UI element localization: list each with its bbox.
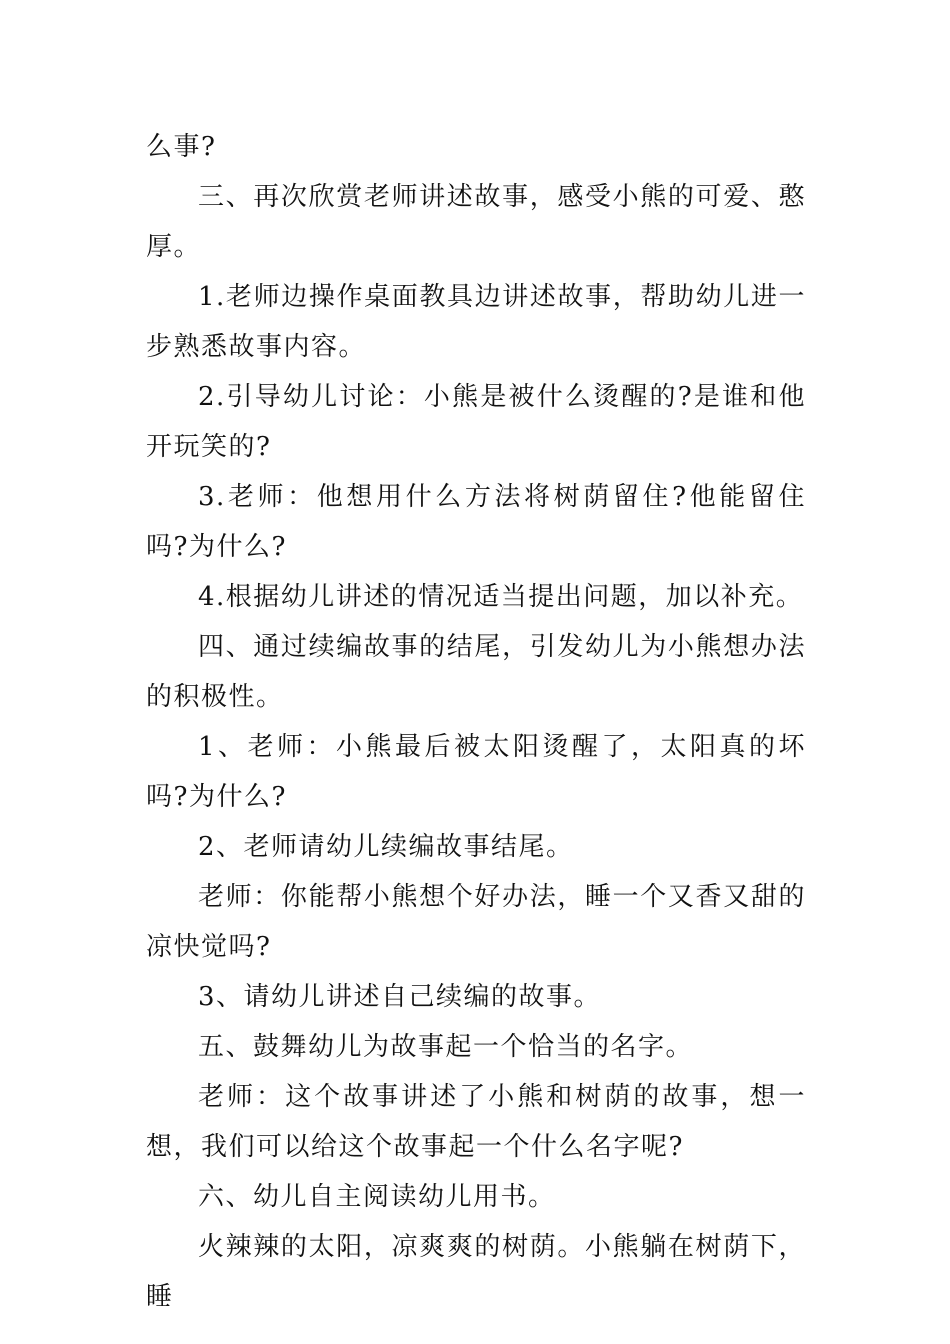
paragraph: 1.老师边操作桌面教具边讲述故事，帮助幼儿进一步熟悉故事内容。	[146, 282, 806, 362]
paragraph: 1、老师：小熊最后被太阳烫醒了，太阳真的坏吗?为什么?	[146, 732, 806, 812]
paragraph: 3.老师：他想用什么方法将树荫留住?他能留住吗?为什么?	[146, 482, 806, 562]
section-heading-3: 三、再次欣赏老师讲述故事，感受小熊的可爱、憨厚。	[146, 182, 806, 262]
paragraph-continued: 么事?	[146, 132, 217, 162]
section-heading-5: 五、鼓舞幼儿为故事起一个恰当的名字。	[198, 1032, 694, 1062]
paragraph: 老师：你能帮小熊想个好办法，睡一个又香又甜的凉快觉吗?	[146, 882, 806, 962]
paragraph: 2、老师请幼儿续编故事结尾。	[198, 832, 574, 862]
paragraph: 2.引导幼儿讨论：小熊是被什么烫醒的?是谁和他开玩笑的?	[146, 382, 806, 462]
paragraph: 4.根据幼儿讲述的情况适当提出问题，加以补充。	[198, 582, 804, 612]
document-body	[146, 122, 806, 1322]
section-heading-4: 四、通过续编故事的结尾，引发幼儿为小熊想办法的积极性。	[146, 632, 806, 712]
paragraph: 老师：这个故事讲述了小熊和树荫的故事，想一想，我们可以给这个故事起一个什么名字呢?	[146, 1082, 806, 1162]
section-heading-6: 六、幼儿自主阅读幼儿用书。	[198, 1182, 556, 1212]
paragraph: 3、请幼儿讲述自己续编的故事。	[198, 982, 602, 1012]
paragraph: 火辣辣的太阳，凉爽爽的树荫。小熊躺在树荫下，睡	[146, 1232, 806, 1312]
